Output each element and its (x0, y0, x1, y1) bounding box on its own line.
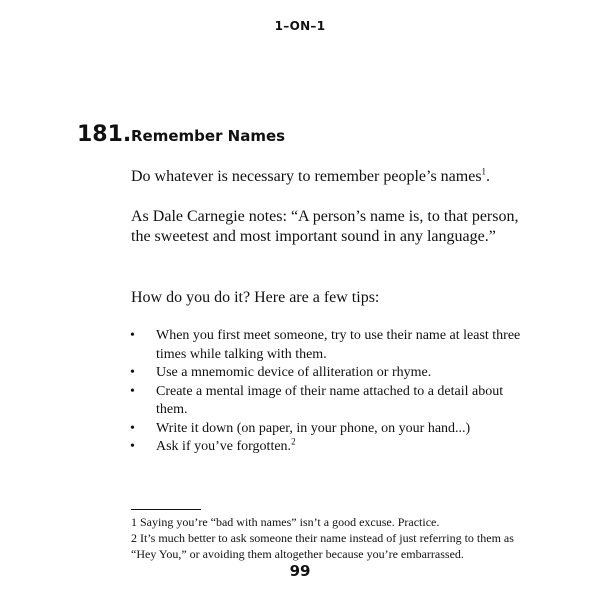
list-item-text: Write it down (on paper, in your phone, on your hand...) (156, 420, 471, 436)
footnote-1: 1 Saying you’re “bad with names” isn’t a good excuse. Practice. (131, 515, 440, 529)
list-item (130, 364, 530, 383)
list-item-text: When you first meet someone, try to use their name at least three times while talking with them. (156, 328, 521, 362)
footnote-ref-2[interactable]: 2 (291, 436, 296, 447)
tip-number: 181. (77, 122, 132, 147)
list-item-text: Ask if you’ve forgotten. (156, 439, 292, 454)
bullet: • (130, 439, 135, 454)
footnote-ref-1[interactable]: 1 (481, 166, 487, 177)
list-item (130, 420, 530, 439)
tips-list (130, 327, 530, 457)
list-item (130, 383, 530, 420)
list-item (130, 327, 530, 364)
quote-paragraph: As Dale Carnegie notes: “A person’s name is, to that person, the sweetest and most important sound in any language.” (131, 208, 519, 245)
list-item-text: Create a mental image of their name attached to a detail about them. (156, 383, 504, 417)
footnote-divider (131, 509, 201, 510)
bullet: • (130, 383, 135, 399)
bullet: • (130, 420, 135, 436)
bullet: • (130, 328, 135, 343)
running-head: 1–ON–1 (274, 19, 326, 33)
question-paragraph: How do you do it? Here are a few tips: (131, 289, 380, 306)
intro-text: Do whatever is necessary to remember people’s names (131, 168, 482, 185)
intro-paragraph (131, 167, 490, 187)
tip-title: Remember Names (131, 127, 286, 145)
list-item (130, 438, 530, 457)
bullet: • (130, 365, 135, 380)
footnote-2: 2 It’s much better to ask someone their name instead of just referring to them as “Hey You,” or avoiding them altogether because you’re embarrassed. (131, 531, 514, 561)
intro-end: . (486, 168, 491, 185)
page-number: 99 (289, 562, 311, 580)
list-item-text: Use a mnemomic device of alliteration or rhyme. (156, 365, 432, 380)
footnotes (131, 514, 531, 562)
